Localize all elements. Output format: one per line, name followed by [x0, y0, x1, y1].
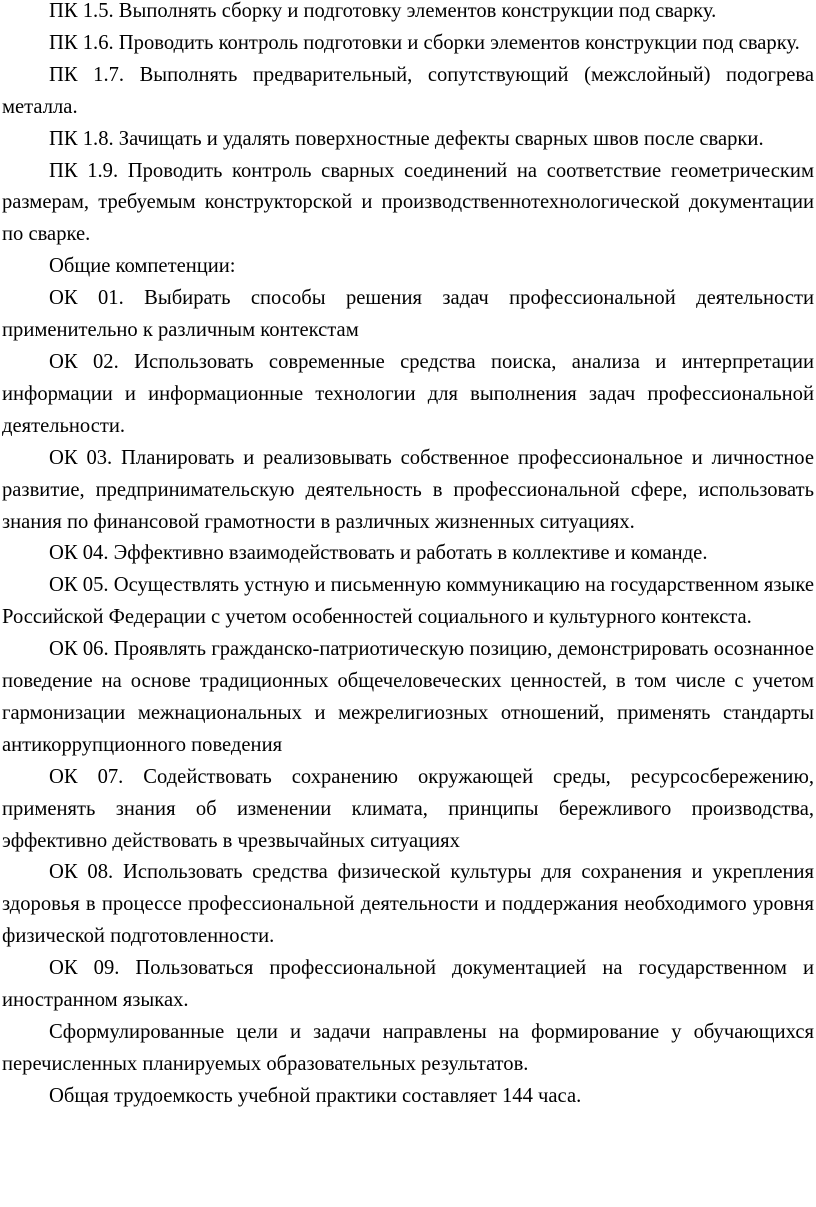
heading-general-competencies: Общие компетенции:: [49, 255, 236, 278]
paragraph-ok-05: ОК 05. Осуществлять устную и письменную коммуникацию на государственном языке Российской Федерации с учетом особенностей социального и культурного контекста.: [2, 574, 814, 629]
paragraph-ok-02: ОК 02. Использовать современные средства поиска, анализа и интерпретации информации и информационные технологии для выполнения задач профессиональной деятельности.: [2, 350, 814, 437]
paragraph-ok-07: ОК 07. Содействовать сохранению окружающей среды, ресурсосбережению, применять знания об изменении климата, принципы бережливого производства, эффективно действовать в чрезвычайных ситуациях: [2, 765, 814, 852]
paragraph-pk-1-6: ПК 1.6. Проводить контроль подготовки и сборки элементов конструкции под сварку.: [49, 31, 800, 54]
paragraph-pk-1-5: ПК 1.5. Выполнять сборку и подготовку элементов конструкции под сварку.: [49, 0, 717, 22]
paragraph-ok-06: ОК 06. Проявлять гражданско-патриотическую позицию, демонстрировать осознанное поведение на основе традиционных общечеловеческих ценностей, в том числе с учетом гармонизации межнациональных и межрелигиозных отношений, применять стандарты антикоррупционного поведения: [2, 638, 814, 756]
paragraph-goals-summary: Сформулированные цели и задачи направлены на формирование у обучающихся перечисленных планируемых образовательных результатов.: [2, 1021, 814, 1075]
paragraph-ok-08: ОК 08. Использовать средства физической культуры для сохранения и укрепления здоровья в процессе профессиональной деятельности и поддержания необходимого уровня физической подготовленности.: [2, 861, 814, 948]
paragraph-ok-09: ОК 09. Пользоваться профессиональной документацией на государственном и иностранном языках.: [2, 957, 814, 1012]
paragraph-pk-1-9: ПК 1.9. Проводить контроль сварных соединений на соответствие геометрическим размерам, требуемым конструкторской и производственнотехнологической документации по сварке.: [2, 159, 814, 246]
paragraph-pk-1-7: ПК 1.7. Выполнять предварительный, сопутствующий (межслойный) подогрева металла.: [2, 63, 814, 118]
paragraph-ok-01: ОК 01. Выбирать способы решения задач профессиональной деятельности применительно к различным контекстам: [2, 287, 814, 342]
paragraph-total-workload: Общая трудоемкость учебной практики составляет 144 часа.: [49, 1084, 582, 1107]
paragraph-ok-04: ОК 04. Эффективно взаимодействовать и работать в коллективе и команде.: [49, 542, 708, 565]
paragraph-ok-03: ОК 03. Планировать и реализовывать собственное профессиональное и личностное развитие, предпринимательскую деятельность в профессиональной сфере, использовать знания по финансовой грамотности в различных жизненных ситуациях.: [2, 446, 814, 533]
paragraph-pk-1-8: ПК 1.8. Зачищать и удалять поверхностные дефекты сварных швов после сварки.: [49, 127, 764, 150]
